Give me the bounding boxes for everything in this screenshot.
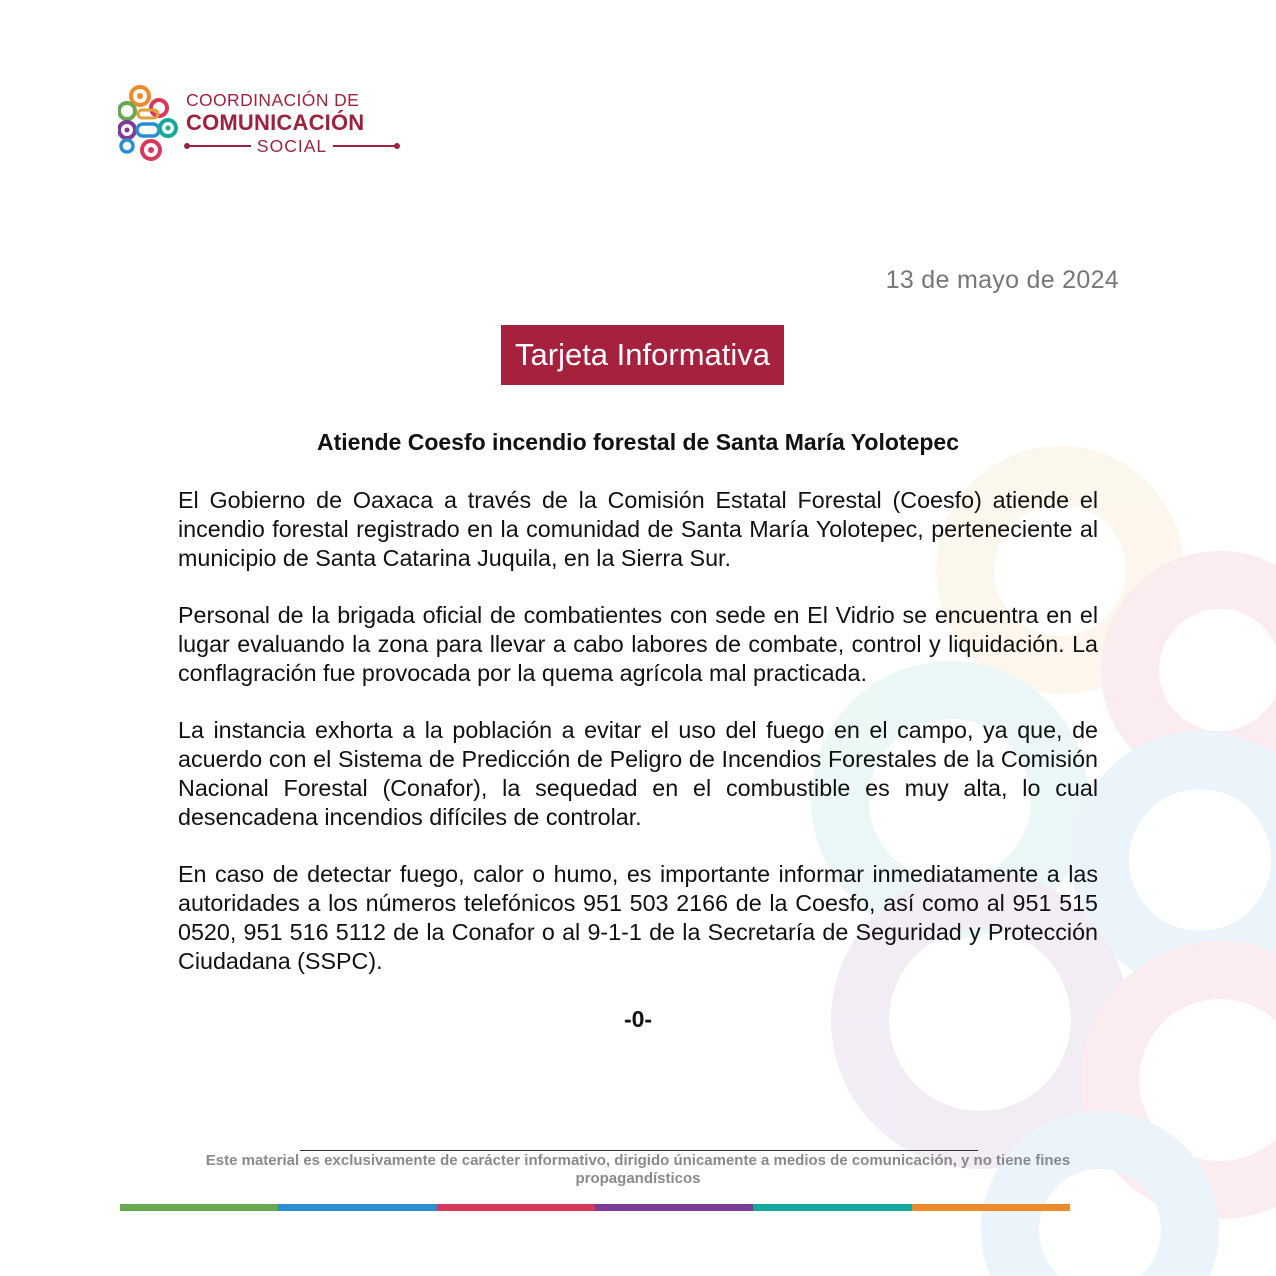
footer-disclaimer: Este material es exclusivamente de carácter informativo, dirigido únicamente a medios de comunicación, y no tiene fines propagandísticos bbox=[205, 1152, 1071, 1187]
footer-color-bar bbox=[120, 1204, 1070, 1211]
tarjeta-informativa-banner bbox=[501, 325, 784, 385]
logo-line-1: COORDINACIÓN DE bbox=[186, 90, 360, 110]
color-bar-segment-pink bbox=[437, 1204, 595, 1211]
logo-line-3: SOCIAL bbox=[256, 135, 328, 156]
logo-text bbox=[186, 90, 398, 156]
paragraph-3: La instancia exhorta a la población a evitar el uso del fuego en el campo, ya que, de acuerdo con el Sistema de Predicción de Peligro de Incendios Forestales de la Comisión Nacional Forestal (Conafor), la sequedad en el combustible es muy alta, lo cual desencadena incendios difíciles de controlar. bbox=[178, 717, 1098, 830]
headline: Atiende Coesfo incendio forestal de Santa María Yolotepec bbox=[316, 429, 959, 455]
document-date: 13 de mayo de 2024 bbox=[885, 266, 1119, 294]
organization-logo bbox=[118, 84, 398, 164]
color-bar-segment-orange bbox=[912, 1204, 1070, 1211]
footer-divider bbox=[300, 1150, 978, 1151]
logo-divider-right bbox=[333, 145, 398, 147]
banner-label: Tarjeta Informativa bbox=[515, 337, 770, 372]
end-mark: -0- bbox=[623, 1006, 653, 1032]
paragraph-1: El Gobierno de Oaxaca a través de la Comisión Estatal Forestal (Coesfo) atiende el incendio forestal registrado en la comunidad de Santa María Yolotepec, perteneciente al municipio de Santa Catarina Juquila, en la Sierra Sur. bbox=[178, 487, 1098, 571]
swirl-logo-icon bbox=[118, 84, 178, 162]
logo-divider-left bbox=[186, 145, 251, 147]
color-bar-segment-teal bbox=[753, 1204, 911, 1211]
color-bar-segment-blue bbox=[278, 1204, 436, 1211]
paragraph-4: En caso de detectar fuego, calor o humo, es importante informar inmediatamente a las autoridades a los números telefónicos 951 503 2166 de la Coesfo, así como al 951 515 0520, 951 516 5112 de la Conafor o al 9-1-1 de la Secretaría de Seguridad y Protección Ciudadana (SSPC). bbox=[178, 861, 1098, 974]
color-bar-segment-green bbox=[120, 1204, 278, 1211]
color-bar-segment-purple bbox=[595, 1204, 753, 1211]
paragraph-2: Personal de la brigada oficial de combatientes con sede en El Vidrio se encuentra en el lugar evaluando la zona para llevar a cabo labores de combate, control y liquidación. La conflagración fue provocada por la quema agrícola mal practicada. bbox=[178, 602, 1098, 686]
logo-line-2: COMUNICACIÓN bbox=[186, 110, 365, 135]
logo-line-3-row bbox=[186, 136, 398, 156]
